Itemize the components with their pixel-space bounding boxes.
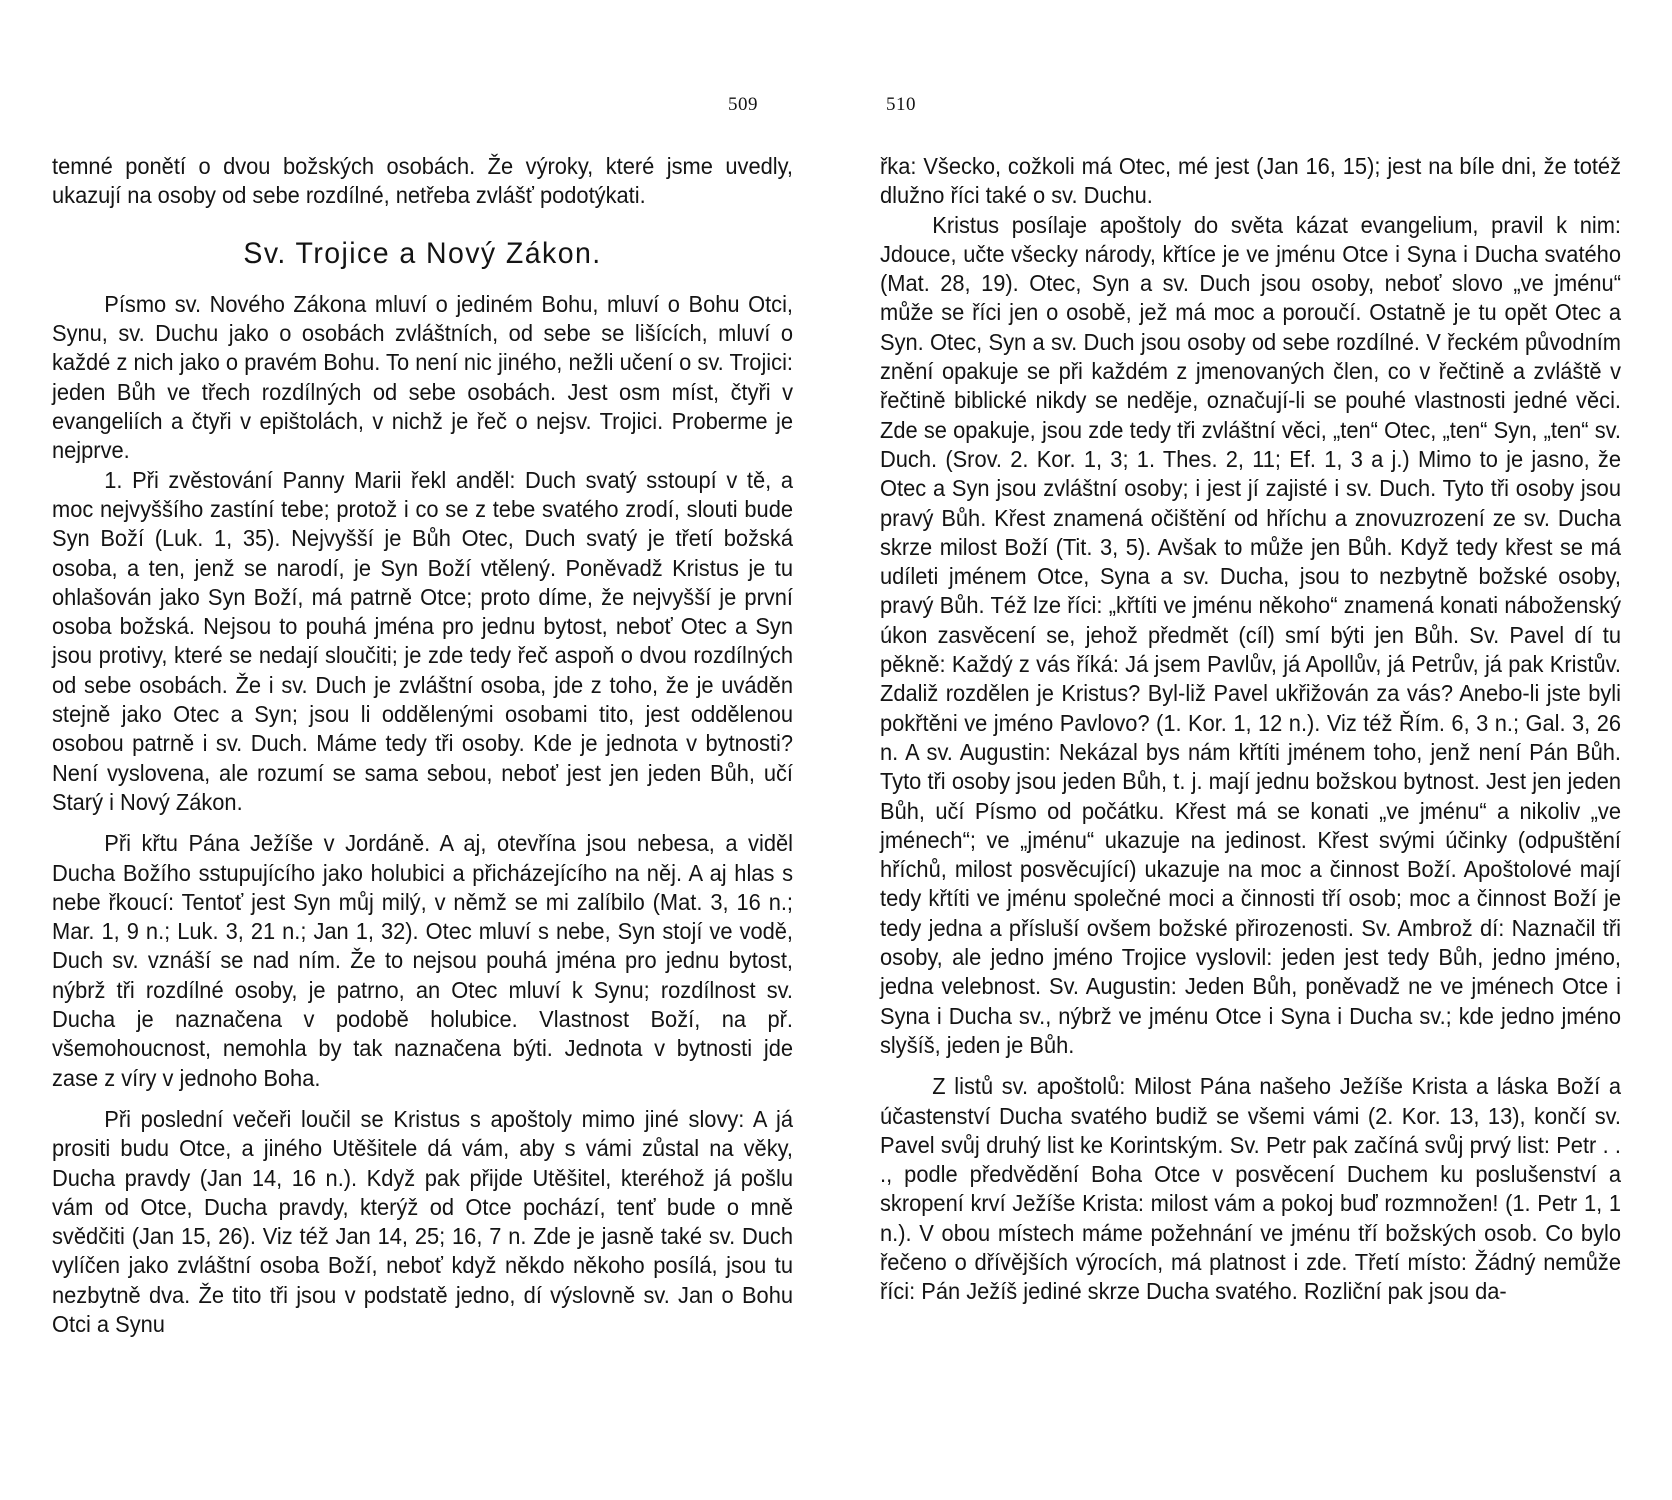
page-number: 509 [728,94,758,115]
right-page-text [880,152,1621,1307]
paragraph: Při křtu Pána Ježíše v Jordáně. A aj, otevřína jsou nebesa, a viděl Ducha Božího sstupujícího jako holubici a přicházejícího na něj. A aj hlas s nebe řkoucí: Tentoť jest Syn můj milý, v němž se mi zalíbilo (Mat. 3, 16 n.; Mar. 1, 9 n.; Luk. 3, 21 n.; Jan 1, 32). Otec mluví s nebe, Syn stojí ve vodě, Duch sv. vznáší se nad ním. Že to nejsou pouhá jména pro jednu bytost, nýbrž tři rozdílné osoby, je patrno, an Otec mluví k Synu; rozdílnost sv. Ducha je naznačena v podobě holubice. Vlastnost Boží, na př. všemohoucnost, nemohla by tak naznačena býti. Jednota v bytnosti jde zase z víry v jednoho Boha. [52,830,793,1091]
paragraph: Z listů sv. apoštolů: Milost Pána našeho Ježíše Krista a láska Boží a účastenství Ducha svatého budiž se všemi vámi (2. Kor. 13, 13), končí sv. Pavel svůj druhý list ke Korintským. Sv. Petr pak začíná svůj prvý list: Petr . . ., podle předvědění Boha Otce v posvěcení Duchem ku poslušenství a skropení krví Ježíše Krista: milost vám a pokoj buď rozmnožen! (1. Petr 1, 1 n.). V obou místech máme požehnání ve jménu tří božských osob. Co bylo řečeno o dřívějších výrocích, má platnost i zde. Třetí místo: Žádný nemůže říci: Pán Ježíš jediné skrze Ducha svatého. Rozliční pak jsou da- [880,1073,1621,1305]
paragraph: řka: Všecko, cožkoli má Otec, mé jest (Jan 16, 15); jest na bíle dni, že totéž dlužno říci také o sv. Duchu. [880,153,1621,209]
section-heading: Sv. Trojice a Nový Zákon. [243,236,602,270]
right-page [836,0,1672,1500]
paragraph: Při poslední večeři loučil se Kristus s apoštoly mimo jiné slovy: A já prositi budu Otce, a jiného Utěšitele dá vám, aby s vámi zůstal na věky, Ducha pravdy (Jan 14, 16 n.). Když pak přijde Utěšitel, kteréhož já pošlu vám od Otce, Ducha pravdy, kterýž od Otce pochází, tenť bude o mně svědčiti (Jan 15, 26). Viz též Jan 14, 25; 16, 7 n. Zde je jasně také sv. Duch vylíčen jako zvláštní osoba Boží, neboť když někdo někoho posílá, jsou tu nezbytně dva. Že tito tři jsou v podstatě jedno, dí výslovně sv. Jan o Bohu Otci a Synu [52,1105,793,1337]
intro-paragraph: temné ponětí o dvou božských osobách. Že výroky, které jsme uvedly, ukazují na osoby od sebe rozdílné, netřeba zvlášť podotýkati. [52,153,793,209]
paragraph: Kristus posílaje apoštoly do světa kázat evangelium, pravil k nim: Jdouce, učte všecky národy, křtíce je ve jménu Otce i Syna i Ducha svatého (Mat. 28, 19). Otec, Syn a sv. Duch jsou osoby, neboť slovo „ve jménu“ může se říci jen o osobě, jež má moc a poroučí. Ostatně je tu opět Otec a Syn. Otec, Syn a sv. Duch jsou osoby od sebe rozdílné. V řeckém původním znění opakuje se při každém z jmenovaných člen, co v řečtině a zvláště v řečtině biblické nikdy se neděje, označují-li se pouhé vlastnosti jedné věci. Zde se opakuje, jsou zde tedy tři zvláštní věci, „ten“ Otec, „ten“ Syn, „ten“ sv. Duch. (Srov. 2. Kor. 1, 3; 1. Thes. 2, 11; Ef. 1, 3 a j.) Mimo to je jasno, že Otec a Syn jsou zvláštní osoby; i jest jí zajisté i sv. Duch. Tyto tři osoby jsou pravý Bůh. Křest znamená očištění od hříchu a znovuzrození ze sv. Ducha skrze milost Boží (Tit. 3, 5). Avšak to může jen Bůh. Když tedy křest se má udíleti jménem Otce, Syna a sv. Ducha, jsou to nezbytně božské osoby, pravý Bůh. Též lze říci: „křtíti ve jménu někoho“ znamená konati náboženský úkon zasvěcení se, jehož předmět (cíl) smí býti jen Bůh. Sv. Pavel dí tu pěkně: Každý z vás říká: Já jsem Pavlův, já Apollův, já Petrův, já pak Kristův. Zdaliž rozdělen je Kristus? Byl-liž Pavel ukřižován za vás? Anebo-li jste byli pokřtěni ve jméno Pavlovo? (1. Kor. 1, 12 n.). Viz též Řím. 6, 3 n.; Gal. 3, 26 n. A sv. Augustin: Nekázal bys nám křtíti jménem toho, jenž není Pán Bůh. Tyto tři osoby jsou jeden Bůh, t. j. mají jednu božskou bytnost. Jest jen jeden Bůh, učí Písmo od počátku. Křest má se konati „ve jménu“ a nikoliv „ve jménech“; ve „jménu“ ukazuje na jedinost. Křest svými účinky (odpuštění hříchů, milost posvěcující) ukazuje na moc a činnost Boží. Apoštolové mají tedy křtíti ve jménu společné moci a činnosti tří osob; moc a činnost Boží je tedy jedna a přísluší ovšem božské přirozenosti. Sv. Ambrož dí: Naznačil tři osoby, ale jedno jméno Trojice vyslovil: jeden jest tedy Bůh, jedno jméno, jedna velebnost. Sv. Augustin: Jeden Bůh, poněvadž ne ve jménech Otce i Syna i Ducha sv., nýbrž ve jménu Otce i Syna i Ducha sv.; kde jedno jméno slyšíš, jeden je Bůh. [880,211,1621,1058]
paragraph: 1. Při zvěstování Panny Marii řekl anděl: Duch svatý sstoupí v tě, a moc nejvyššího zastíní tebe; protož i co se z tebe svatého zrodí, slouti bude Syn Boží (Luk. 1, 35). Nejvyšší je Bůh Otec, Duch svatý je třetí božská osoba, a ten, jenž se narodí, je Syn Boží vtělený. Poněvadž Kristus je tu ohlašován jako Syn Boží, má patrně Otce; proto díme, že nejvyšší je první osoba božská. Nejsou to pouhá jména pro jednu bytost, neboť Otec a Syn jsou protivy, které se nedají sloučiti; je zde tedy řeč aspoň o dvou rozdílných od sebe osobách. Že i sv. Duch je zvláštní osoba, jde z toho, že je uváděn stejně jako Otec a Syn; jsou li oddělenými osobami tito, jest oddělenou osobou patrně i sv. Duch. Máme tedy tři osoby. Kde je jednota v bytnosti? Není vyslovena, ale rozumí se sama sebou, neboť jest jen jeden Bůh, učí Starý i Nový Zákon. [52,466,793,815]
paragraph: Písmo sv. Nového Zákona mluví o jediném Bohu, mluví o Bohu Otci, Synu, sv. Duchu jako o osobách zvláštních, od sebe se lišících, mluví o každé z nich jako o pravém Bohu. To není nic jiného, nežli učení o sv. Trojici: jeden Bůh ve třech rozdílných od sebe osobách. Jest osm míst, čtyři v evangeliích a čtyři v epištolách, v nichž je řeč o nejsv. Trojici. Proberme je nejprve. [52,290,793,464]
page-number: 510 [886,94,916,115]
left-page-text [52,152,793,1339]
